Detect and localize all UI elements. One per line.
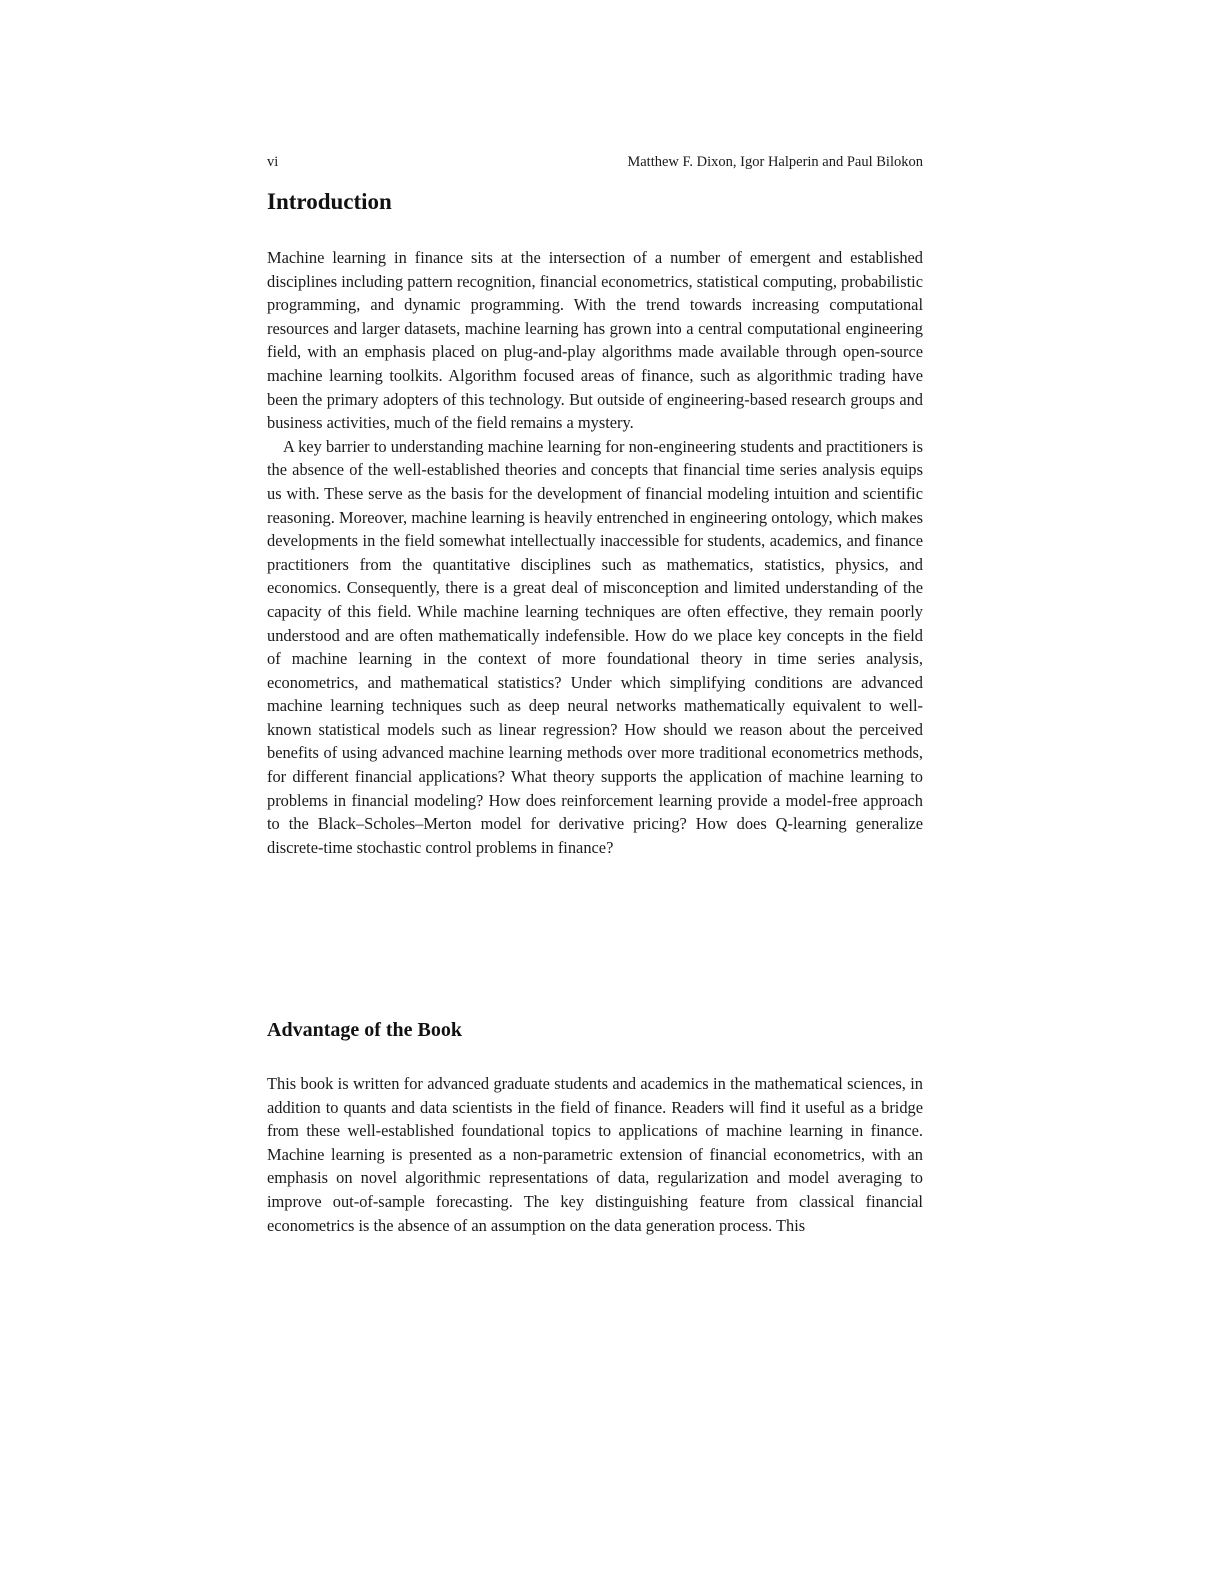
section-heading-introduction: Introduction bbox=[267, 189, 392, 214]
section-body-introduction bbox=[267, 246, 923, 859]
section-body-advantage bbox=[267, 1072, 923, 1237]
running-header bbox=[267, 151, 923, 173]
page-number: vi bbox=[267, 154, 279, 170]
paragraph: A key barrier to understanding machine learning for non-engineering students and practitioners is the absence of the well-established theories and concepts that financial time series analysis equips us with. These serve as the basis for the development of financial modeling intuition and scientific reasoning. Moreover, machine learning is heavily entrenched in engineering ontology, which makes developments in the field somewhat intellectually inaccessible for students, academics, and finance practitioners from the quantitative disciplines such as mathematics, statistics, physics, and economics. Consequently, there is a great deal of misconception and limited understanding of the capacity of this field. While machine learning techniques are often effective, they remain poorly understood and are often mathematically indefensible. How do we place key concepts in the field of machine learning in the context of more foundational theory in time series analysis, econometrics, and mathematical statistics? Under which simplifying conditions are advanced machine learning techniques such as deep neural networks mathematically equivalent to well-known statistical models such as linear regression? How should we reason about the perceived benefits of using advanced machine learning methods over more traditional econometrics methods, for different financial applications? What theory supports the application of machine learning to problems in financial modeling? How does reinforcement learning provide a model-free approach to the Black–Scholes–Merton model for derivative pricing? How does Q-learning generalize discrete-time stochastic control problems in finance? bbox=[267, 436, 923, 857]
section-heading-advantage: Advantage of the Book bbox=[267, 1019, 463, 1041]
running-header-authors: Matthew F. Dixon, Igor Halperin and Paul Bilokon bbox=[627, 154, 923, 170]
paragraph: Machine learning in finance sits at the intersection of a number of emergent and established disciplines including pattern recognition, financial econometrics, statistical computing, probabilistic programming, and dynamic programming. With the trend towards increasing computational resources and larger datasets, machine learning has grown into a central computational engineering field, with an emphasis placed on plug-and-play algorithms made available through open-source machine learning toolkits. Algorithm focused areas of finance, such as algorithmic trading have been the primary adopters of this technology. But outside of engineering-based research groups and business activities, much of the field remains a mystery. bbox=[267, 248, 923, 433]
paragraph: This book is written for advanced graduate students and academics in the mathematical sciences, in addition to quants and data scientists in the field of finance. Readers will find it useful as a bridge from these well-established foundational topics to applications of machine learning in finance. Machine learning is presented as a non-parametric extension of financial econometrics, with an emphasis on novel algorithmic representations of data, regularization and model averaging to improve out-of-sample forecasting. The key distinguishing feature from classical financial econometrics is the absence of an assumption on the data generation process. This bbox=[267, 1074, 923, 1235]
